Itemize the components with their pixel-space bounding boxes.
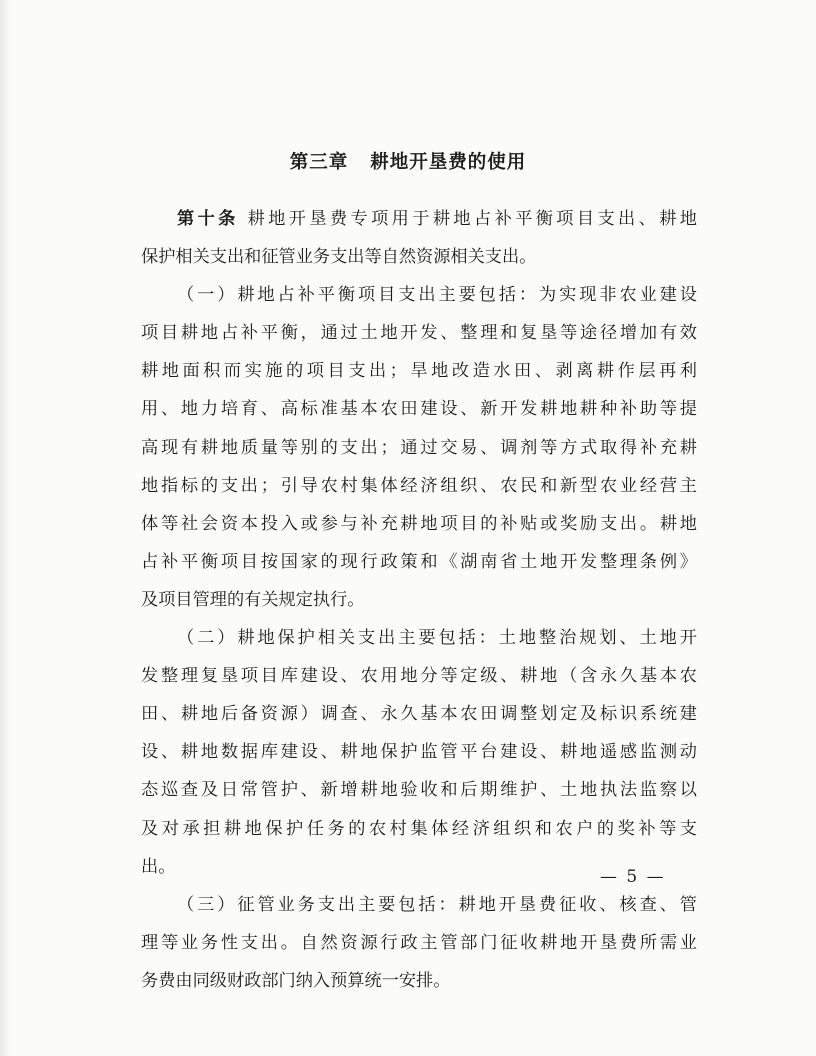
item-1-line: 项目耕地占补平衡，通过土地开发、整理和复垦等途径增加有效 — [141, 323, 697, 344]
chapter-heading — [0, 148, 816, 174]
item-2-line: 发整理复垦项目库建设、农用地分等定级、耕地（含永久基本农 — [141, 666, 697, 687]
item-1-line: 高现有耕地质量等别的支出；通过交易、调剂等方式取得补充耕 — [141, 437, 697, 458]
item-2-line: 态巡查及日常管护、新增耕地验收和后期维护、土地执法监察以 — [141, 780, 697, 801]
article-10-line: 保护相关支出和征管业务支出等自然资源相关支出。 — [141, 247, 537, 268]
item-1-line: 体等社会资本投入或参与补充耕地项目的补贴或奖励支出。耕地 — [141, 513, 697, 534]
item-3-line: 理等业务性支出。自然资源行政主管部门征收耕地开垦费所需业 — [141, 932, 697, 953]
item-2-line: （二）耕地保护相关支出主要包括：土地整治规划、土地开 — [177, 628, 697, 649]
item-2-line: 田、耕地后备资源）调查、永久基本农田调整划定及标识系统建 — [141, 704, 697, 725]
item-1-line: 及项目管理的有关规定执行。 — [141, 589, 365, 610]
item-1-line: 占补平衡项目按国家的现行政策和《湖南省土地开发整理条例》 — [141, 551, 697, 572]
article-10-lead: 第十条 — [177, 209, 239, 229]
item-1-line: （一）耕地占补平衡项目支出主要包括：为实现非农业建设 — [177, 285, 697, 306]
item-2-line: 出。 — [141, 856, 176, 877]
article-10-line-1 — [141, 200, 697, 238]
item-3-line: （三）征管业务支出主要包括：耕地开垦费征收、核查、管 — [177, 894, 697, 915]
chapter-number: 第三章 — [289, 152, 349, 173]
article-10-text: 耕地开垦费专项用于耕地占补平衡项目支出、耕地 — [247, 209, 697, 229]
item-3-line: 务费由同级财政部门纳入预算统一安排。 — [141, 970, 451, 991]
chapter-title: 耕地开垦费的使用 — [370, 152, 527, 173]
item-2-line: 及对承担耕地保护任务的农村集体经济组织和农户的奖补等支 — [141, 818, 697, 839]
item-1-line: 用、地力培育、高标准基本农田建设、新开发耕地耕种补助等提 — [141, 399, 697, 420]
item-1-line: 耕地面积而实施的项目支出；旱地改造水田、剥离耕作层再利 — [141, 361, 697, 382]
item-1-line: 地指标的支出；引导农村集体经济组织、农民和新型农业经营主 — [141, 475, 697, 496]
page-number: — 5 — — [600, 867, 666, 887]
item-2-line: 设、耕地数据库建设、耕地保护监管平台建设、耕地遥感监测动 — [141, 742, 697, 763]
